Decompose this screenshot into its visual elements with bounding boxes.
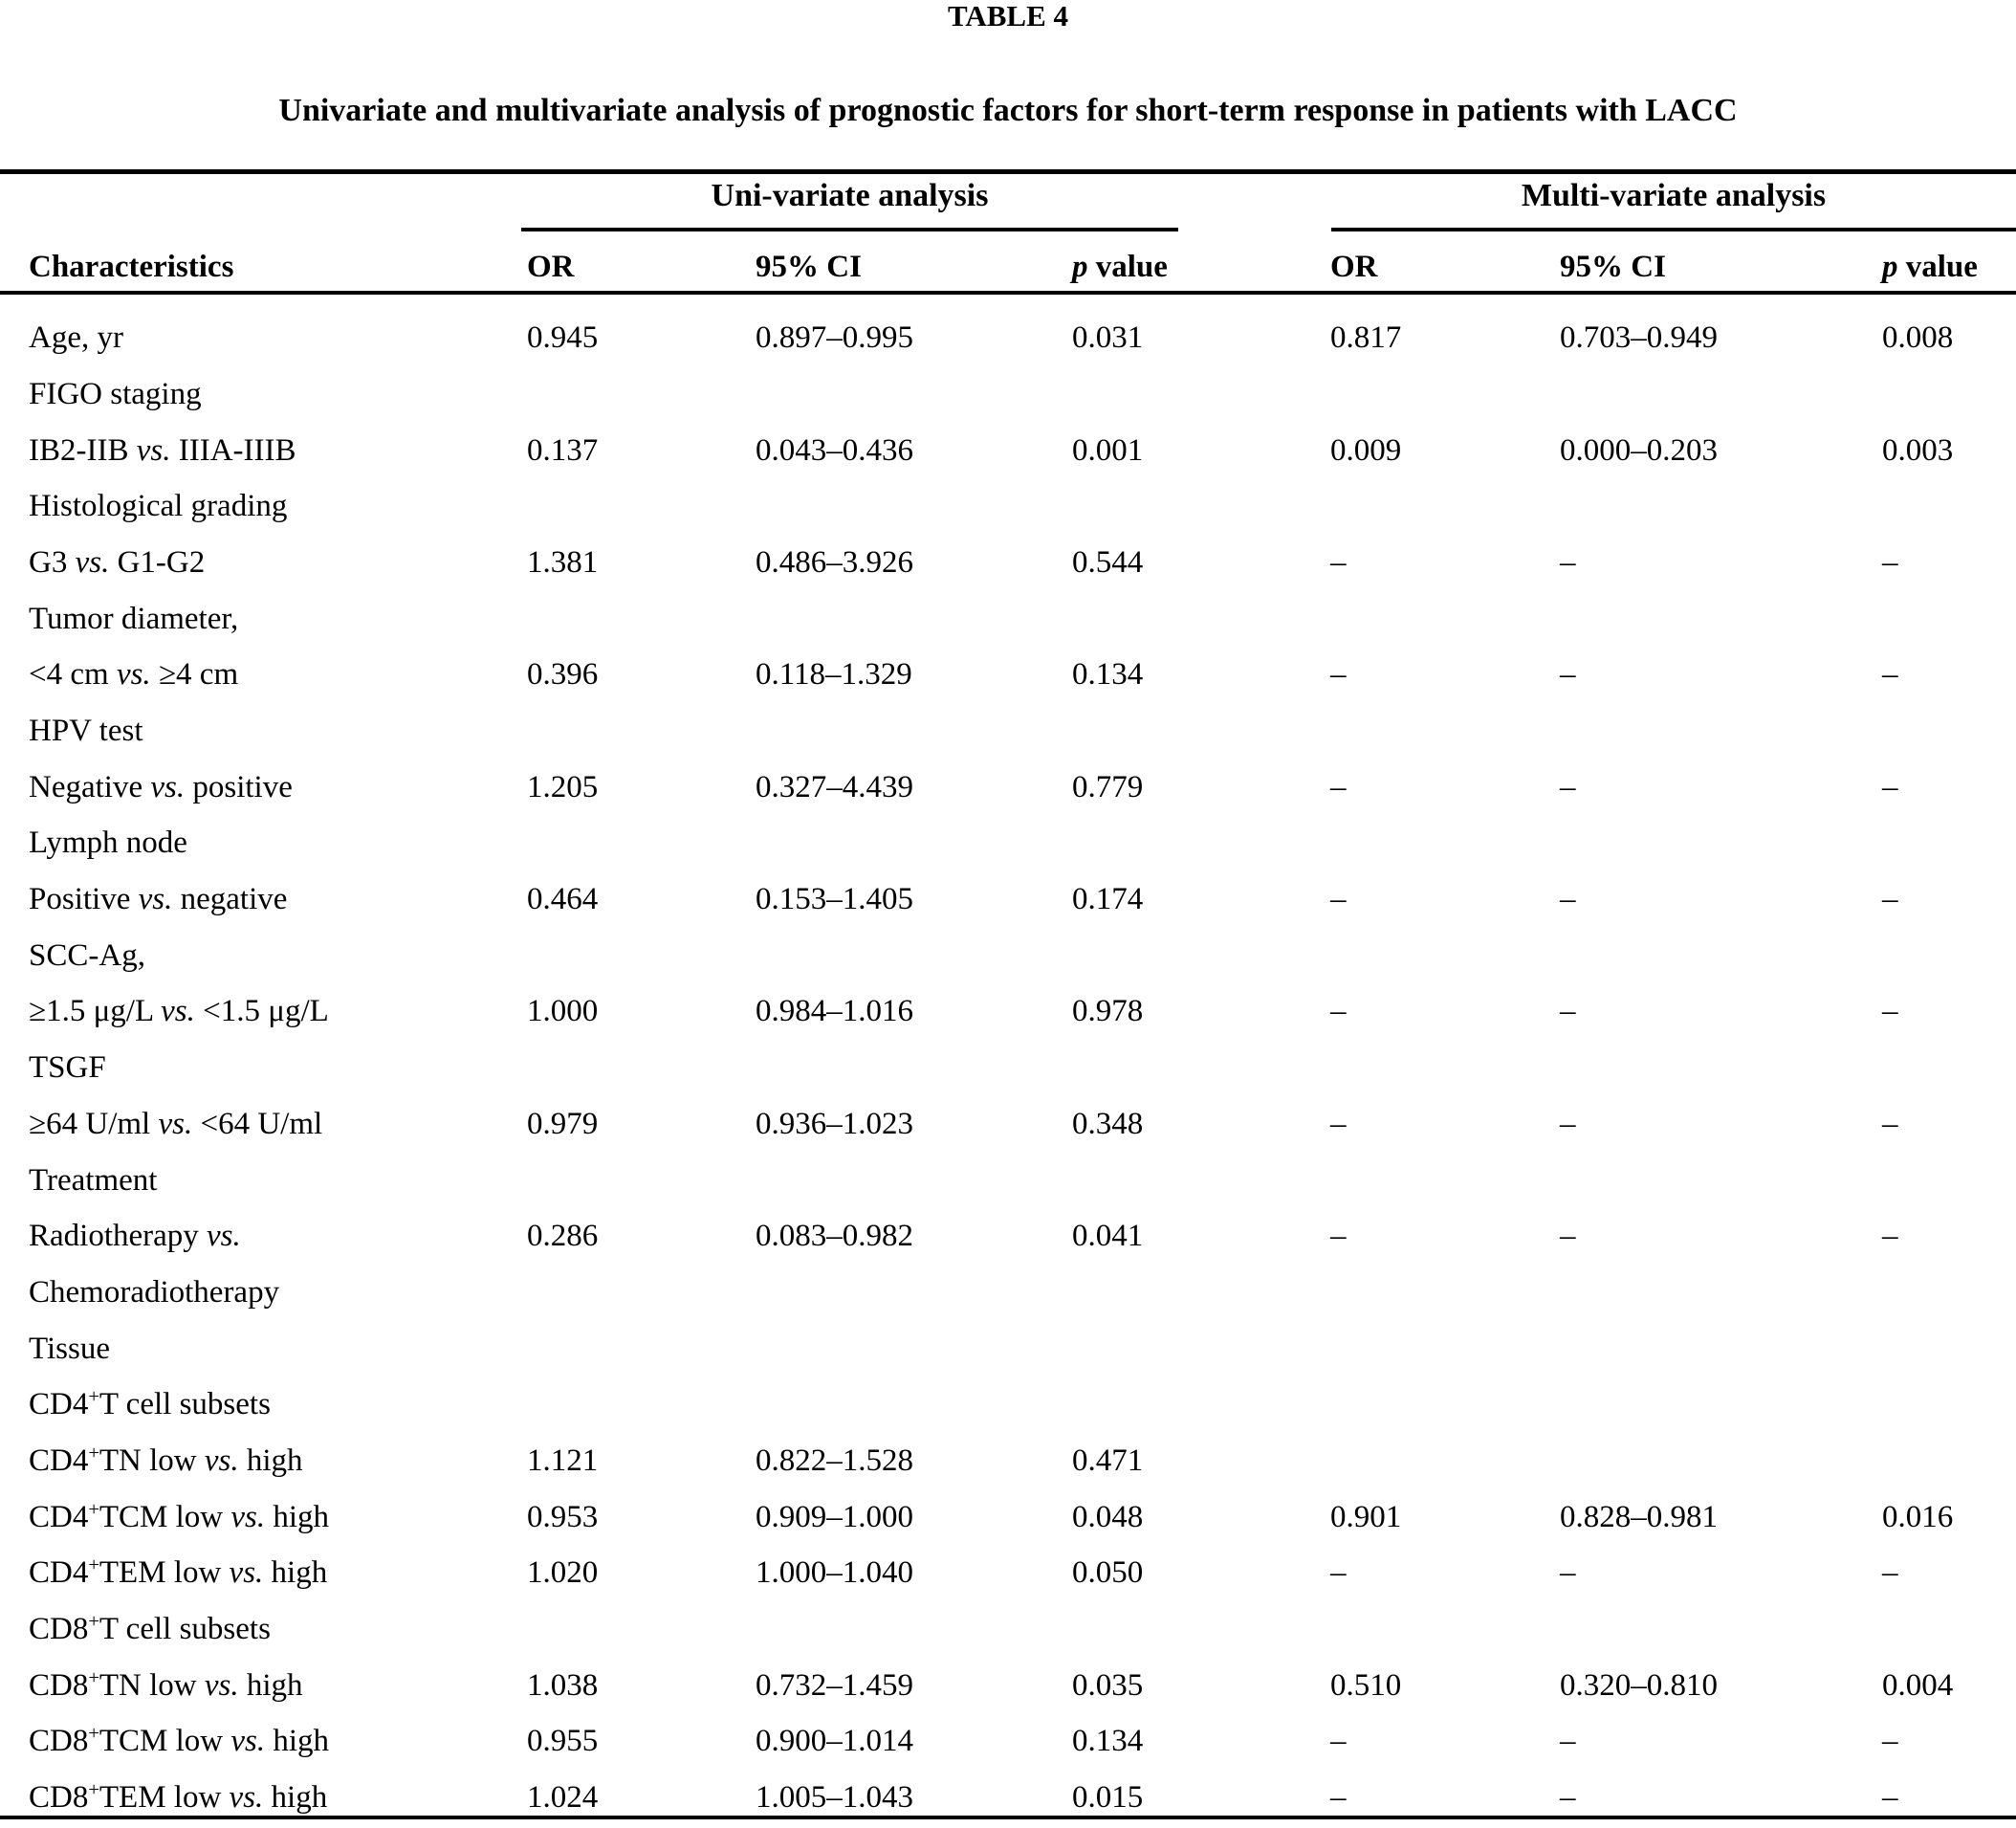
cell-characteristic: IB2-IIB vs. IIIA-IIIB [29, 432, 296, 468]
cell-characteristic: ≥1.5 μg/L vs. <1.5 μg/L [29, 994, 329, 1029]
cell-uni-ci: 0.043–0.436 [756, 432, 913, 468]
cell-uni-p: 0.050 [1072, 1555, 1144, 1591]
cell-multi-p: – [1882, 1219, 1898, 1254]
table-row [0, 310, 2016, 366]
group-header-multivariate: Multi-variate analysis [1521, 178, 1827, 213]
table-row [0, 1658, 2016, 1714]
cell-uni-ci: 0.897–0.995 [756, 320, 913, 356]
cell-uni-p: 0.031 [1072, 320, 1144, 356]
cell-multi-p: – [1882, 1106, 1898, 1141]
cell-uni-ci: 0.822–1.528 [756, 1443, 913, 1478]
cell-uni-or: 0.464 [527, 882, 599, 917]
cell-uni-p: 0.048 [1072, 1499, 1144, 1534]
cell-uni-p: 0.015 [1072, 1780, 1144, 1816]
cell-characteristic: Histological grading [29, 489, 288, 524]
cell-uni-p: 0.001 [1072, 432, 1144, 468]
table-row [0, 871, 2016, 928]
table-row [0, 1433, 2016, 1489]
cell-uni-p: 0.471 [1072, 1443, 1144, 1478]
table-row [0, 1208, 2016, 1265]
cell-multi-or: – [1330, 1780, 1347, 1816]
cell-multi-ci: 0.828–0.981 [1560, 1499, 1718, 1534]
table-row [0, 1488, 2016, 1545]
cell-multi-p: 0.016 [1882, 1499, 1954, 1534]
cell-uni-ci: 0.083–0.982 [756, 1219, 913, 1254]
cell-uni-or: 0.953 [527, 1499, 599, 1534]
table-row [0, 422, 2016, 478]
cell-multi-or: – [1330, 882, 1347, 917]
cell-uni-p: 0.544 [1072, 544, 1144, 580]
cell-multi-ci: 0.000–0.203 [1560, 432, 1718, 468]
cell-multi-or: – [1330, 994, 1347, 1029]
cell-uni-or: 0.979 [527, 1106, 599, 1141]
cell-characteristic: CD8+TEM low vs. high [29, 1779, 328, 1816]
cell-uni-p: 0.134 [1072, 1724, 1144, 1759]
cell-multi-ci: – [1560, 1724, 1576, 1759]
cell-uni-ci: 1.005–1.043 [756, 1780, 913, 1816]
rule-univariate-spanner [521, 228, 1178, 231]
cell-multi-ci: – [1560, 769, 1576, 804]
cell-uni-p: 0.348 [1072, 1106, 1144, 1141]
cell-uni-or: 1.024 [527, 1780, 599, 1816]
cell-uni-p: 0.174 [1072, 882, 1144, 917]
cell-characteristic: ≥64 U/ml vs. <64 U/ml [29, 1106, 323, 1141]
cell-uni-or: 0.286 [527, 1219, 599, 1254]
table-row [0, 815, 2016, 871]
cell-multi-p: – [1882, 1780, 1898, 1816]
cell-characteristic: Tumor diameter, [29, 601, 239, 636]
cell-uni-ci: 0.327–4.439 [756, 769, 913, 804]
cell-multi-or: – [1330, 769, 1347, 804]
table-label: TABLE 4 [947, 0, 1069, 33]
cell-characteristic: CD4+TEM low vs. high [29, 1554, 328, 1591]
cell-multi-p: 0.004 [1882, 1667, 1954, 1703]
cell-uni-or: 1.020 [527, 1555, 599, 1591]
cell-characteristic: CD8+T cell subsets [29, 1611, 271, 1646]
cell-multi-ci: 0.703–0.949 [1560, 320, 1718, 356]
cell-multi-or: – [1330, 1219, 1347, 1254]
cell-multi-p: – [1882, 1724, 1898, 1759]
cell-characteristic: SCC-Ag, [29, 937, 145, 973]
cell-characteristic: TSGF [29, 1050, 106, 1086]
cell-uni-ci: 0.153–1.405 [756, 882, 913, 917]
cell-characteristic: Tissue [29, 1331, 110, 1366]
cell-multi-or: 0.817 [1330, 320, 1402, 356]
cell-multi-or: – [1330, 1724, 1347, 1759]
table-row [0, 1377, 2016, 1433]
cell-uni-or: 1.038 [527, 1667, 599, 1703]
rule-multivariate-spanner [1331, 228, 2016, 231]
cell-multi-ci: – [1560, 1555, 1576, 1591]
table-row [0, 1713, 2016, 1770]
column-header-row [0, 242, 2016, 292]
table-row [0, 703, 2016, 760]
cell-multi-or: 0.901 [1330, 1499, 1402, 1534]
table-row [0, 1320, 2016, 1377]
cell-uni-ci: 0.486–3.926 [756, 544, 913, 580]
cell-multi-p: – [1882, 657, 1898, 693]
cell-uni-or: 1.121 [527, 1443, 599, 1478]
table-caption: Univariate and multivariate analysis of prognostic factors for short-term response in patients with LACC [278, 93, 1738, 128]
table-row [0, 478, 2016, 535]
cell-characteristic: Positive vs. negative [29, 882, 288, 917]
cell-characteristic: Radiotherapy vs. [29, 1219, 241, 1254]
cell-multi-ci: – [1560, 1219, 1576, 1254]
cell-characteristic: CD8+TCM low vs. high [29, 1723, 330, 1759]
cell-characteristic: CD4+T cell subsets [29, 1386, 271, 1422]
cell-characteristic: Chemoradiotherapy [29, 1274, 280, 1310]
cell-characteristic: <4 cm vs. ≥4 cm [29, 657, 239, 693]
cell-multi-p: – [1882, 544, 1898, 580]
cell-uni-p: 0.978 [1072, 994, 1144, 1029]
cell-multi-or: 0.510 [1330, 1667, 1402, 1703]
cell-uni-ci: 0.936–1.023 [756, 1106, 913, 1141]
cell-characteristic: Lymph node [29, 826, 187, 861]
cell-multi-ci: 0.320–0.810 [1560, 1667, 1718, 1703]
cell-uni-or: 0.137 [527, 432, 599, 468]
cell-uni-or: 1.000 [527, 994, 599, 1029]
cell-multi-ci: – [1560, 544, 1576, 580]
cell-uni-or: 1.381 [527, 544, 599, 580]
cell-multi-p: – [1882, 882, 1898, 917]
cell-multi-p: – [1882, 1555, 1898, 1591]
cell-multi-or: – [1330, 1106, 1347, 1141]
table-row [0, 647, 2016, 703]
cell-uni-ci: 0.118–1.329 [756, 657, 912, 693]
cell-multi-ci: – [1560, 882, 1576, 917]
cell-uni-p: 0.779 [1072, 769, 1144, 804]
cell-characteristic: Negative vs. positive [29, 769, 293, 804]
cell-multi-p: 0.008 [1882, 320, 1954, 356]
col-header-multi-or: OR [1330, 249, 1378, 284]
table-row [0, 760, 2016, 816]
cell-characteristic: CD4+TN low vs. high [29, 1442, 303, 1478]
col-header-uni-ci: 95% CI [756, 249, 862, 284]
cell-characteristic: FIGO staging [29, 376, 202, 411]
cell-uni-ci: 0.732–1.459 [756, 1667, 913, 1703]
group-header-univariate: Uni-variate analysis [711, 178, 989, 213]
cell-multi-ci: – [1560, 994, 1576, 1029]
cell-uni-p: 0.134 [1072, 657, 1144, 693]
cell-characteristic: Treatment [29, 1162, 158, 1198]
cell-characteristic: CD8+TN low vs. high [29, 1666, 303, 1703]
table-row [0, 1545, 2016, 1601]
cell-uni-ci: 0.909–1.000 [756, 1499, 913, 1534]
table-row [0, 983, 2016, 1040]
table-row [0, 1601, 2016, 1658]
cell-uni-or: 0.945 [527, 320, 599, 356]
cell-multi-or: – [1330, 657, 1347, 693]
cell-multi-p: 0.003 [1882, 432, 1954, 468]
table-row [0, 1040, 2016, 1096]
cell-uni-ci: 0.984–1.016 [756, 994, 913, 1029]
cell-uni-p: 0.035 [1072, 1667, 1144, 1703]
col-header-multi-ci: 95% CI [1560, 249, 1666, 284]
table-body [0, 310, 2016, 1826]
cell-multi-or: – [1330, 1555, 1347, 1591]
cell-uni-or: 0.955 [527, 1724, 599, 1759]
cell-multi-or: 0.009 [1330, 432, 1402, 468]
cell-characteristic: CD4+TCM low vs. high [29, 1498, 330, 1534]
col-header-multi-p: p value [1882, 249, 1978, 284]
cell-uni-ci: 0.900–1.014 [756, 1724, 913, 1759]
cell-multi-ci: – [1560, 1780, 1576, 1816]
cell-multi-p: – [1882, 994, 1898, 1029]
cell-multi-or: – [1330, 544, 1347, 580]
rule-header-bottom [0, 291, 2016, 295]
table-row [0, 1096, 2016, 1153]
table-row [0, 1265, 2016, 1321]
cell-characteristic: G3 vs. G1-G2 [29, 544, 206, 580]
cell-uni-ci: 1.000–1.040 [756, 1555, 913, 1591]
col-header-uni-p: p value [1072, 249, 1168, 284]
cell-uni-or: 1.205 [527, 769, 599, 804]
rule-top [0, 169, 2016, 174]
col-header-uni-or: OR [527, 249, 575, 284]
col-header-characteristics: Characteristics [29, 249, 234, 284]
cell-multi-ci: – [1560, 1106, 1576, 1141]
cell-characteristic: HPV test [29, 714, 143, 748]
cell-multi-ci: – [1560, 657, 1576, 693]
cell-uni-or: 0.396 [527, 657, 599, 693]
table-row [0, 366, 2016, 423]
cell-uni-p: 0.041 [1072, 1219, 1144, 1254]
rule-bottom [0, 1816, 2016, 1819]
table-row [0, 590, 2016, 647]
table-row [0, 1152, 2016, 1208]
table-row [0, 535, 2016, 591]
cell-characteristic: Age, yr [29, 320, 123, 356]
cell-multi-p: – [1882, 769, 1898, 804]
table-row [0, 928, 2016, 984]
